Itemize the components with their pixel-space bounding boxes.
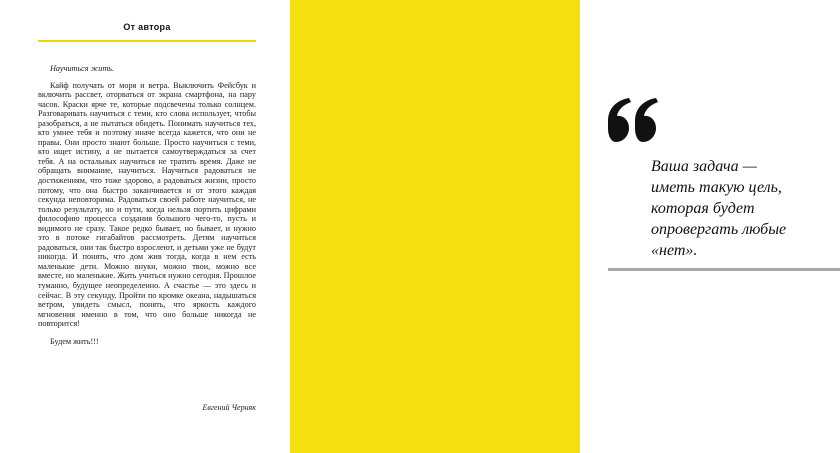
quote-rule (608, 268, 840, 271)
main-paragraph: Кайф получать от моря и ветра. Выключить Фейсбук и включить рассвет, оторваться от экрана смартфона, на пару часов. Краски ярче те, которые подсвечены только солнцем. Разговаривать научиться с теми, кто слова использует, чтобы разобраться, а не пытаться обидеть. Понимать научиться тех, кто умнее тебя и поэтому иначе всегда кажется, что они не правы. Они просто знают больше. Просто научиться с теми, кто ищет истину, а не пытается самоутверждаться за счет тебя. А на остальных научиться не тратить время. Даже не обращать внимание, научиться. Научиться радоваться не достижениям, что тоже здорово, а радоваться жизни, просто потому, что она быстро заканчивается и от этого каждая секунда неповторима. Радоваться своей работе научиться, не только результату, но и пути, когда нельзя портить цифрами философию процесса создания большого чего-то, пусть и видимого не сразу. Такое редко бывает, но бывает, и нужно это в потоке гигабайтов рассмотреть. Детям научиться радоваться, они так быстро взрослеют, и детьми уже не будут никогда. И понять, что дом жив тогда, когда в нем есть маленькие дети. Можно внуки, можно твои, можно все вместе, но маленькие. Жить учиться нужно сегодня. Прошлое туманно, будущее неопределенно. А счастье — это здесь и сейчас. В эту секунду. Пройти по кромке океана, надышаться ветром, увидеть смысл, понять, что яркость каждого мгновения именно в том, что оно больше никогда не повторится! (38, 80, 256, 329)
left-page (0, 0, 290, 453)
quote-line-3: которая будет (651, 200, 755, 217)
title-rule (38, 40, 256, 42)
quote-line-2: иметь такую цель, (651, 179, 782, 196)
right-page (290, 0, 787, 453)
pull-quote (651, 156, 836, 261)
author-text (38, 64, 256, 346)
section-title: От автора (123, 22, 171, 32)
intro-line: Научиться жить. (50, 64, 115, 73)
quote-line-4: опровергать любые (651, 221, 787, 238)
author-name: Евгений Черняк (202, 403, 256, 412)
quote-line-1: Ваша задача — (651, 158, 757, 175)
quote-line-5: «нет». (651, 242, 698, 259)
closing-line: Будем жить!!! (50, 336, 99, 346)
quotation-mark-icon (605, 97, 661, 145)
